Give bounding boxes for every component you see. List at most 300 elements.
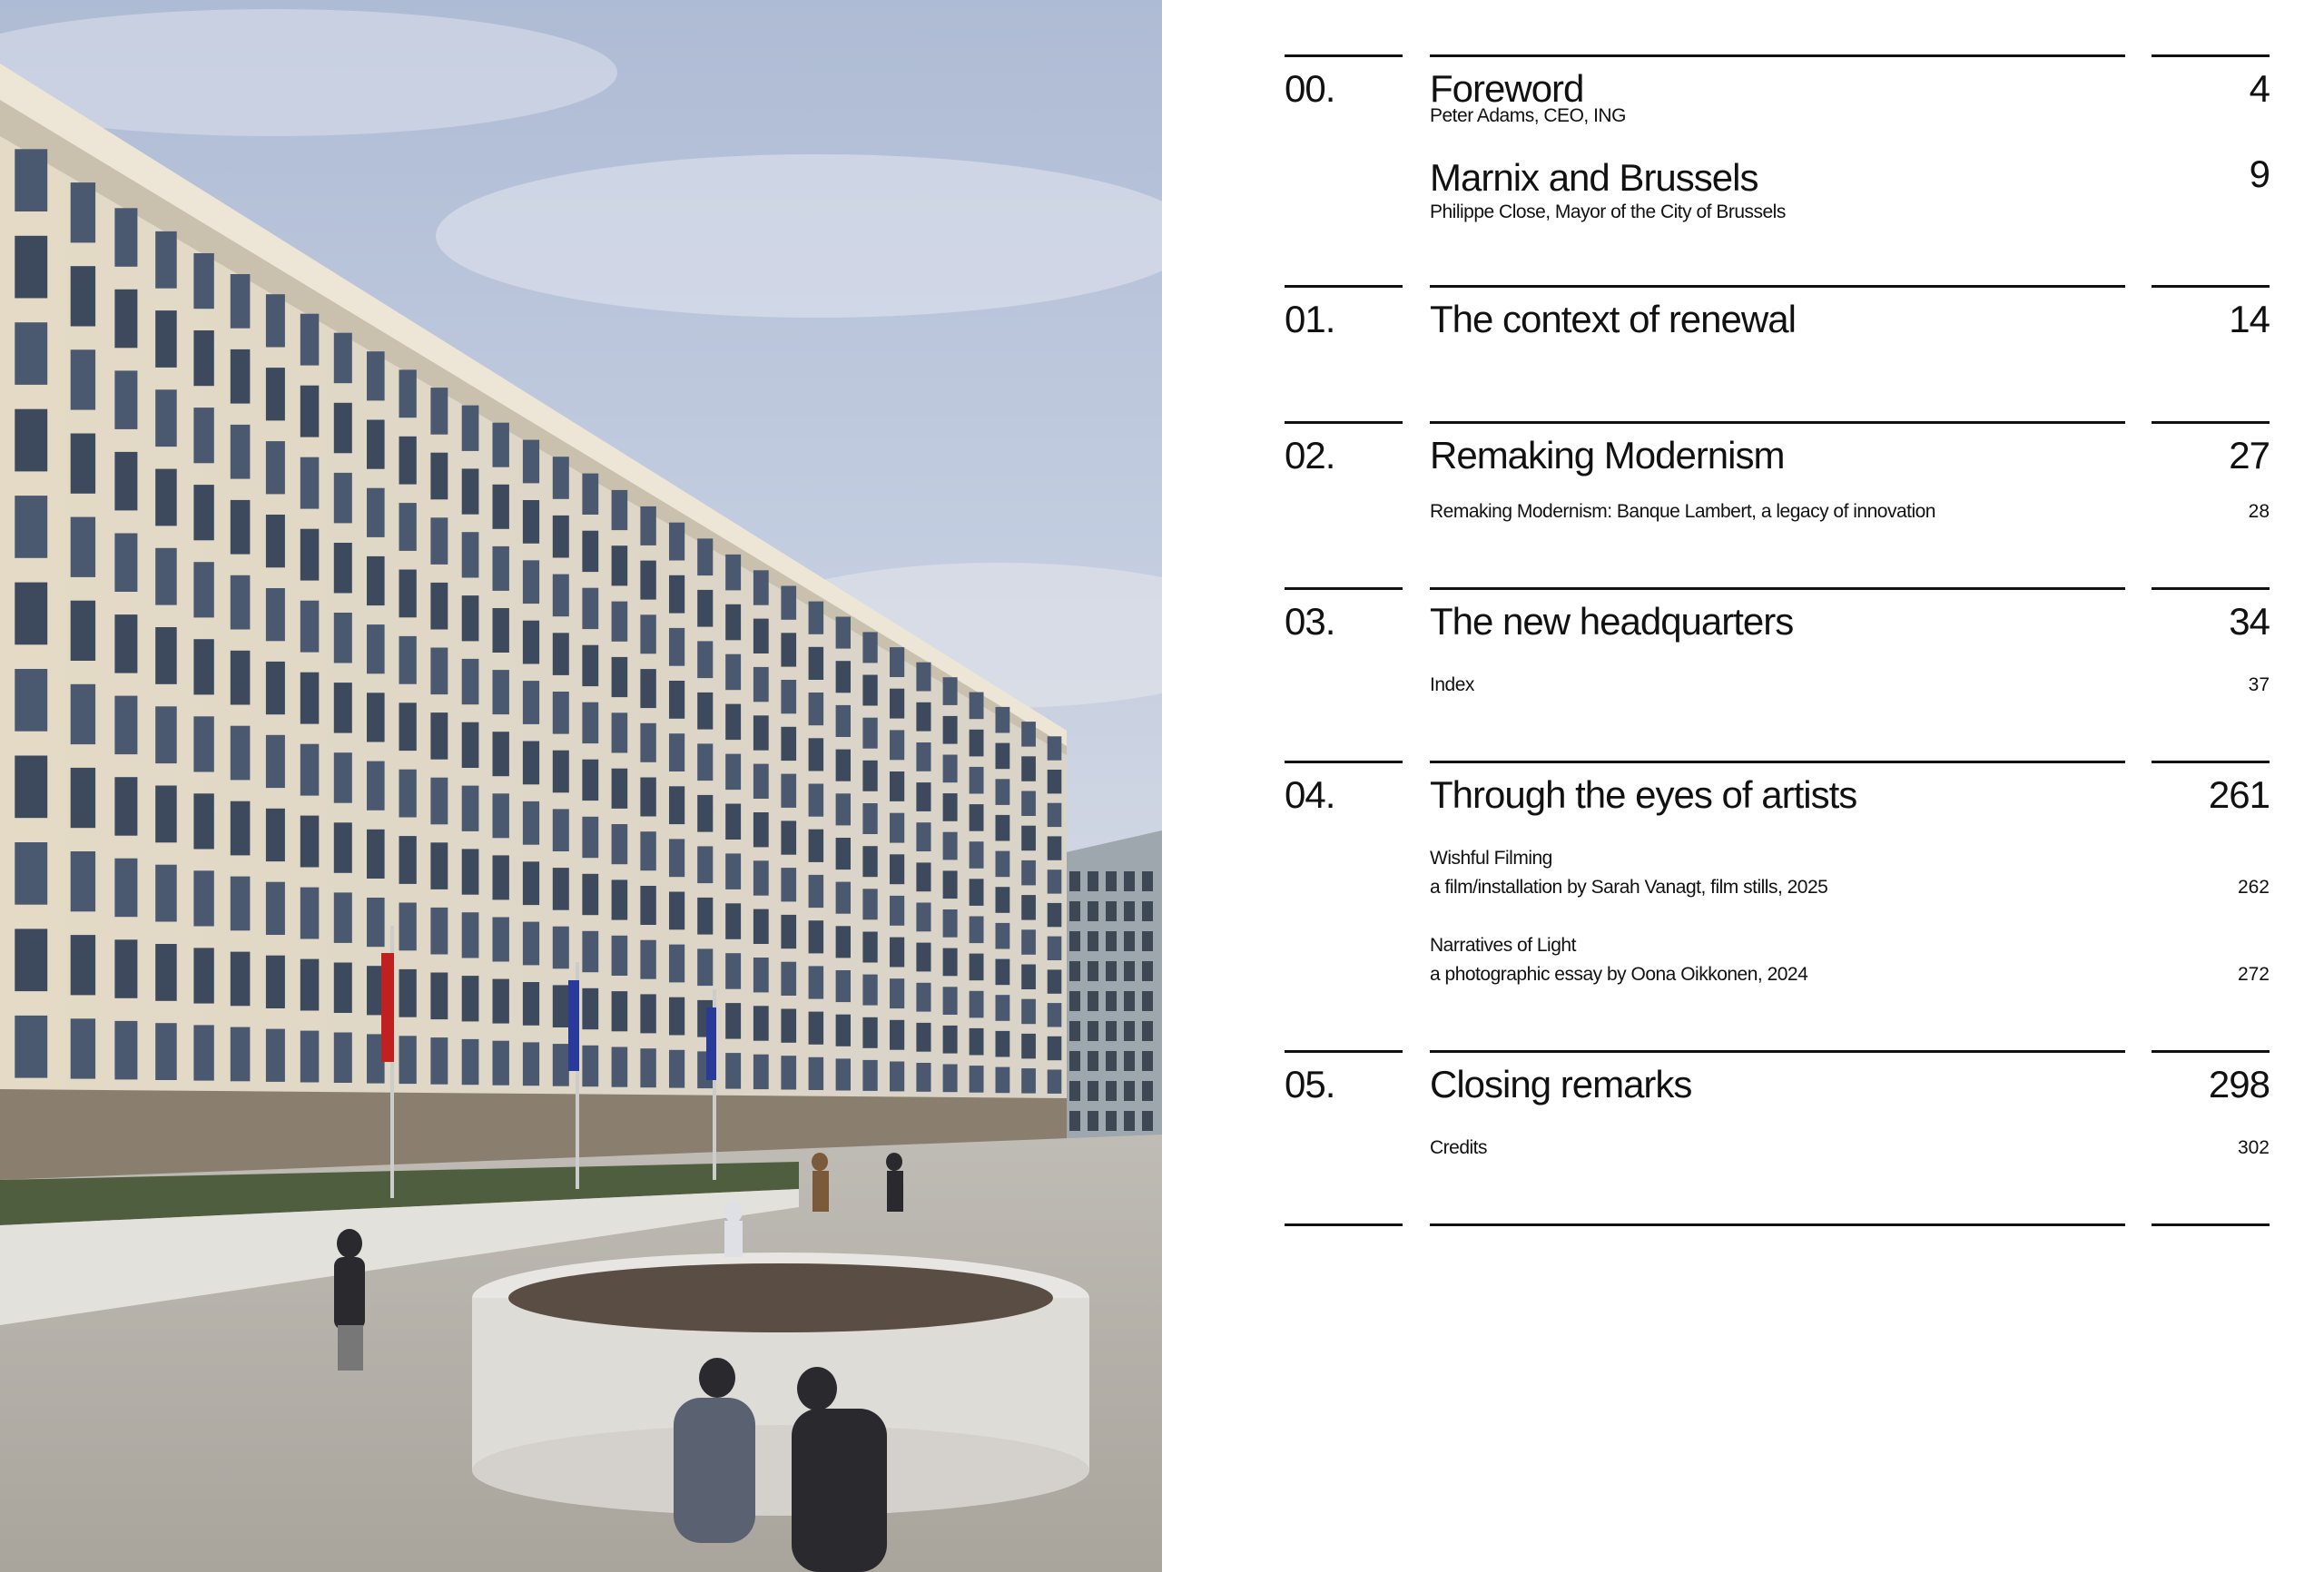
divider	[2152, 285, 2270, 288]
window	[430, 908, 448, 955]
window	[725, 754, 741, 791]
window	[1069, 901, 1080, 921]
window	[15, 669, 47, 732]
window	[334, 403, 352, 454]
window	[193, 639, 213, 694]
window	[300, 457, 320, 509]
window	[493, 546, 509, 591]
window	[334, 1033, 352, 1084]
page-number: 302	[2237, 1137, 2270, 1158]
window	[493, 732, 509, 776]
window	[916, 782, 931, 811]
section-number: 02.	[1285, 434, 1335, 477]
divider	[1430, 587, 2125, 590]
divider	[2152, 761, 2270, 763]
window	[399, 369, 417, 418]
window	[493, 918, 509, 962]
window	[155, 865, 177, 922]
window	[1088, 901, 1098, 921]
window	[809, 966, 824, 998]
window	[943, 832, 958, 860]
window	[462, 786, 479, 831]
window	[300, 1031, 320, 1083]
window	[553, 751, 569, 793]
divider	[1430, 54, 2125, 57]
window	[553, 1044, 569, 1086]
window	[15, 496, 47, 558]
window	[836, 882, 851, 914]
window	[430, 453, 448, 500]
window	[669, 1050, 684, 1088]
page-number: 272	[2237, 964, 2270, 985]
window	[862, 975, 877, 1006]
window	[1069, 871, 1080, 891]
toc-subentry[interactable]	[1430, 674, 2270, 696]
window	[193, 793, 213, 849]
window	[809, 830, 824, 862]
window	[155, 627, 177, 684]
section-number: 05.	[1285, 1063, 1335, 1105]
window	[781, 680, 796, 713]
window	[640, 1048, 655, 1087]
window	[1021, 860, 1036, 886]
window	[15, 1016, 47, 1078]
window	[1106, 1081, 1117, 1101]
page-number: 298	[2208, 1063, 2270, 1105]
window	[462, 406, 479, 451]
window	[862, 718, 877, 749]
window	[862, 803, 877, 834]
window	[725, 903, 741, 939]
window	[1048, 937, 1062, 960]
window	[1124, 871, 1135, 891]
window	[970, 804, 984, 831]
window	[1048, 969, 1062, 993]
window	[669, 945, 684, 983]
window	[916, 943, 931, 972]
window	[697, 948, 713, 986]
window	[970, 1066, 984, 1093]
window	[367, 351, 385, 400]
window	[582, 531, 598, 572]
window	[1106, 1051, 1117, 1071]
window	[890, 771, 904, 801]
window	[462, 532, 479, 577]
window	[970, 917, 984, 944]
window	[753, 812, 769, 847]
window	[996, 887, 1010, 913]
window	[996, 959, 1010, 986]
window	[71, 684, 95, 744]
toc-entry[interactable]	[1430, 298, 2270, 341]
window	[836, 661, 851, 693]
window	[231, 877, 251, 931]
page-number: 261	[2208, 773, 2270, 816]
window	[640, 669, 655, 708]
window	[523, 621, 539, 664]
window	[231, 801, 251, 856]
window	[970, 767, 984, 794]
window	[612, 991, 628, 1031]
window	[725, 804, 741, 840]
window	[669, 786, 684, 824]
window	[399, 570, 417, 618]
window	[1069, 1021, 1080, 1041]
section-number: 03.	[1285, 600, 1335, 643]
window	[916, 862, 931, 891]
window	[114, 290, 137, 349]
entry-title: Through the eyes of artists	[1430, 773, 1857, 816]
window	[1106, 931, 1117, 951]
window	[1048, 1003, 1062, 1027]
window	[300, 816, 320, 868]
window	[890, 689, 904, 719]
window	[300, 673, 320, 724]
window	[1048, 803, 1062, 827]
window	[725, 654, 741, 691]
window	[114, 1021, 137, 1080]
window	[582, 474, 598, 515]
toc-entry[interactable]	[1430, 67, 2270, 127]
window	[836, 793, 851, 825]
window	[553, 575, 569, 617]
window	[399, 437, 417, 485]
window	[231, 726, 251, 781]
window	[1088, 991, 1098, 1011]
window	[943, 1026, 958, 1054]
window	[996, 743, 1010, 770]
window	[996, 815, 1010, 841]
window	[155, 706, 177, 763]
window	[15, 322, 47, 385]
window	[809, 647, 824, 680]
window	[1021, 1068, 1036, 1094]
divider	[1430, 421, 2125, 424]
window	[523, 681, 539, 724]
window	[916, 903, 931, 932]
window	[367, 420, 385, 469]
window	[725, 853, 741, 889]
window	[300, 529, 320, 581]
window	[1142, 991, 1153, 1011]
toc-subentry[interactable]	[1430, 935, 2270, 985]
window	[231, 651, 251, 705]
window	[1088, 1111, 1098, 1131]
window	[493, 608, 509, 653]
window	[890, 1062, 904, 1092]
subentry-title: Remaking Modernism: Banque Lambert, a legacy of innovation	[1430, 501, 1935, 522]
window	[266, 956, 285, 1008]
window	[15, 583, 47, 645]
window	[155, 548, 177, 605]
divider	[1285, 587, 1403, 590]
window	[612, 490, 628, 530]
page-number: 4	[2249, 67, 2270, 110]
window	[753, 958, 769, 992]
window	[943, 1065, 958, 1093]
window	[697, 641, 713, 678]
window	[523, 801, 539, 845]
window	[367, 761, 385, 811]
window	[996, 851, 1010, 878]
window	[697, 795, 713, 832]
window	[430, 1037, 448, 1085]
page-number: 37	[2248, 674, 2270, 695]
divider	[1285, 761, 1403, 763]
window	[809, 875, 824, 908]
window	[1021, 929, 1036, 955]
window	[753, 570, 769, 604]
window	[155, 310, 177, 368]
window	[669, 575, 684, 614]
window	[300, 601, 320, 653]
subentry-description: a photographic essay by Oona Oikkonen, 2024	[1430, 964, 1808, 985]
window	[300, 386, 320, 437]
window	[334, 473, 352, 524]
window	[1048, 770, 1062, 793]
window	[809, 738, 824, 771]
window	[781, 1009, 796, 1043]
window	[462, 722, 479, 768]
entry-subtitle: Peter Adams, CEO, ING	[1430, 105, 1626, 126]
window	[553, 927, 569, 969]
window	[1021, 722, 1036, 747]
window	[753, 860, 769, 895]
window	[890, 978, 904, 1008]
window	[781, 586, 796, 620]
toc-subentry[interactable]	[1430, 848, 2270, 898]
window	[970, 693, 984, 720]
page-number: 9	[2249, 152, 2270, 195]
window	[1069, 1081, 1080, 1101]
window	[809, 1012, 824, 1045]
window	[334, 613, 352, 663]
window	[193, 562, 213, 617]
window	[462, 1039, 479, 1085]
window	[523, 982, 539, 1026]
page-number: 14	[2229, 298, 2270, 340]
table-of-contents	[1285, 0, 2270, 1572]
window	[15, 928, 47, 991]
window	[193, 948, 213, 1003]
window	[640, 994, 655, 1033]
window	[193, 1025, 213, 1080]
window	[612, 879, 628, 919]
window	[890, 813, 904, 843]
window	[669, 523, 684, 561]
window	[231, 274, 251, 329]
window	[996, 779, 1010, 805]
window	[334, 963, 352, 1014]
window	[1106, 961, 1117, 981]
window	[612, 824, 628, 864]
window	[836, 970, 851, 1002]
window	[430, 842, 448, 889]
window	[71, 349, 95, 409]
window	[890, 896, 904, 926]
entry-title: Closing remarks	[1430, 1063, 1692, 1105]
window	[916, 702, 931, 732]
window	[71, 434, 95, 494]
window	[612, 1047, 628, 1087]
window	[996, 707, 1010, 733]
window	[71, 601, 95, 661]
window	[781, 1056, 796, 1089]
window	[71, 182, 95, 242]
divider	[1430, 761, 2125, 763]
toc-entry[interactable]	[1430, 1063, 2270, 1106]
window	[1069, 961, 1080, 981]
window	[1142, 871, 1153, 891]
window	[890, 1020, 904, 1050]
window	[266, 294, 285, 347]
window	[943, 755, 958, 783]
window	[753, 715, 769, 750]
subentry-title: Narratives of Light	[1430, 935, 1576, 956]
window	[996, 995, 1010, 1021]
window	[493, 670, 509, 714]
divider	[2152, 587, 2270, 590]
window	[553, 809, 569, 851]
window	[781, 774, 796, 808]
window	[114, 534, 137, 593]
window	[430, 583, 448, 630]
window	[697, 743, 713, 781]
window	[862, 1060, 877, 1091]
window	[836, 926, 851, 958]
window	[231, 500, 251, 555]
window	[1021, 895, 1036, 920]
window	[114, 370, 137, 429]
window	[1021, 965, 1036, 990]
window	[430, 517, 448, 565]
divider	[1285, 285, 1403, 288]
window	[697, 538, 713, 575]
toc-entry[interactable]	[1430, 600, 2270, 644]
window	[862, 632, 877, 663]
window	[916, 742, 931, 771]
toc-entry[interactable]	[1430, 434, 2270, 477]
window	[155, 786, 177, 843]
window	[582, 988, 598, 1029]
window	[753, 1006, 769, 1040]
window	[669, 892, 684, 930]
window	[753, 764, 769, 799]
window	[1106, 871, 1117, 891]
window	[1124, 1051, 1135, 1071]
subentry-title: Wishful Filming	[1430, 848, 1552, 869]
window	[725, 953, 741, 989]
window	[462, 468, 479, 514]
window	[193, 408, 213, 463]
window	[862, 675, 877, 706]
window	[553, 516, 569, 558]
window	[266, 1029, 285, 1082]
window	[669, 733, 684, 771]
subentry-description: a film/installation by Sarah Vanagt, film stills, 2025	[1430, 877, 1828, 898]
divider	[2152, 1223, 2270, 1226]
window	[669, 997, 684, 1036]
window	[916, 1063, 931, 1092]
window	[430, 712, 448, 760]
window	[669, 628, 684, 666]
window	[1021, 826, 1036, 851]
window	[582, 931, 598, 972]
window	[862, 1017, 877, 1048]
window	[114, 777, 137, 836]
window	[1124, 1021, 1135, 1041]
window	[523, 922, 539, 966]
toc-entry[interactable]	[1430, 152, 2270, 223]
window	[697, 898, 713, 935]
window	[334, 752, 352, 803]
window	[114, 614, 137, 673]
window	[71, 266, 95, 326]
section-number: 00.	[1285, 67, 1335, 110]
window	[15, 756, 47, 819]
window	[781, 868, 796, 901]
window	[71, 768, 95, 828]
window	[1021, 999, 1036, 1025]
window	[155, 389, 177, 447]
window	[916, 663, 931, 692]
window	[1069, 1051, 1080, 1071]
toc-subentry[interactable]	[1430, 501, 2270, 523]
window	[697, 693, 713, 730]
window	[430, 973, 448, 1020]
window	[943, 716, 958, 744]
window	[523, 861, 539, 905]
window	[367, 488, 385, 537]
window	[334, 543, 352, 594]
window	[266, 662, 285, 714]
window	[943, 909, 958, 938]
window	[1069, 931, 1080, 951]
window	[155, 469, 177, 526]
window	[430, 388, 448, 435]
window	[753, 909, 769, 944]
window	[1048, 870, 1062, 893]
entry-title: Marnix and Brussels	[1430, 156, 1758, 199]
window	[462, 849, 479, 894]
window	[399, 636, 417, 684]
window	[1124, 991, 1135, 1011]
window	[809, 920, 824, 953]
window	[862, 889, 877, 919]
window	[399, 969, 417, 1017]
window	[266, 441, 285, 494]
window	[462, 912, 479, 958]
window	[193, 485, 213, 540]
window	[367, 693, 385, 742]
window	[266, 882, 285, 935]
window	[266, 588, 285, 641]
window	[71, 1018, 95, 1078]
window	[809, 1057, 824, 1090]
window	[15, 236, 47, 299]
window	[943, 870, 958, 899]
window	[1069, 1111, 1080, 1131]
window	[523, 742, 539, 785]
window	[334, 333, 352, 384]
toc-entry[interactable]	[1430, 773, 2270, 817]
window	[1088, 1081, 1098, 1101]
divider	[1285, 54, 1403, 57]
window	[523, 1042, 539, 1086]
window	[193, 330, 213, 386]
window	[970, 841, 984, 869]
toc-subentry[interactable]	[1430, 1137, 2270, 1159]
